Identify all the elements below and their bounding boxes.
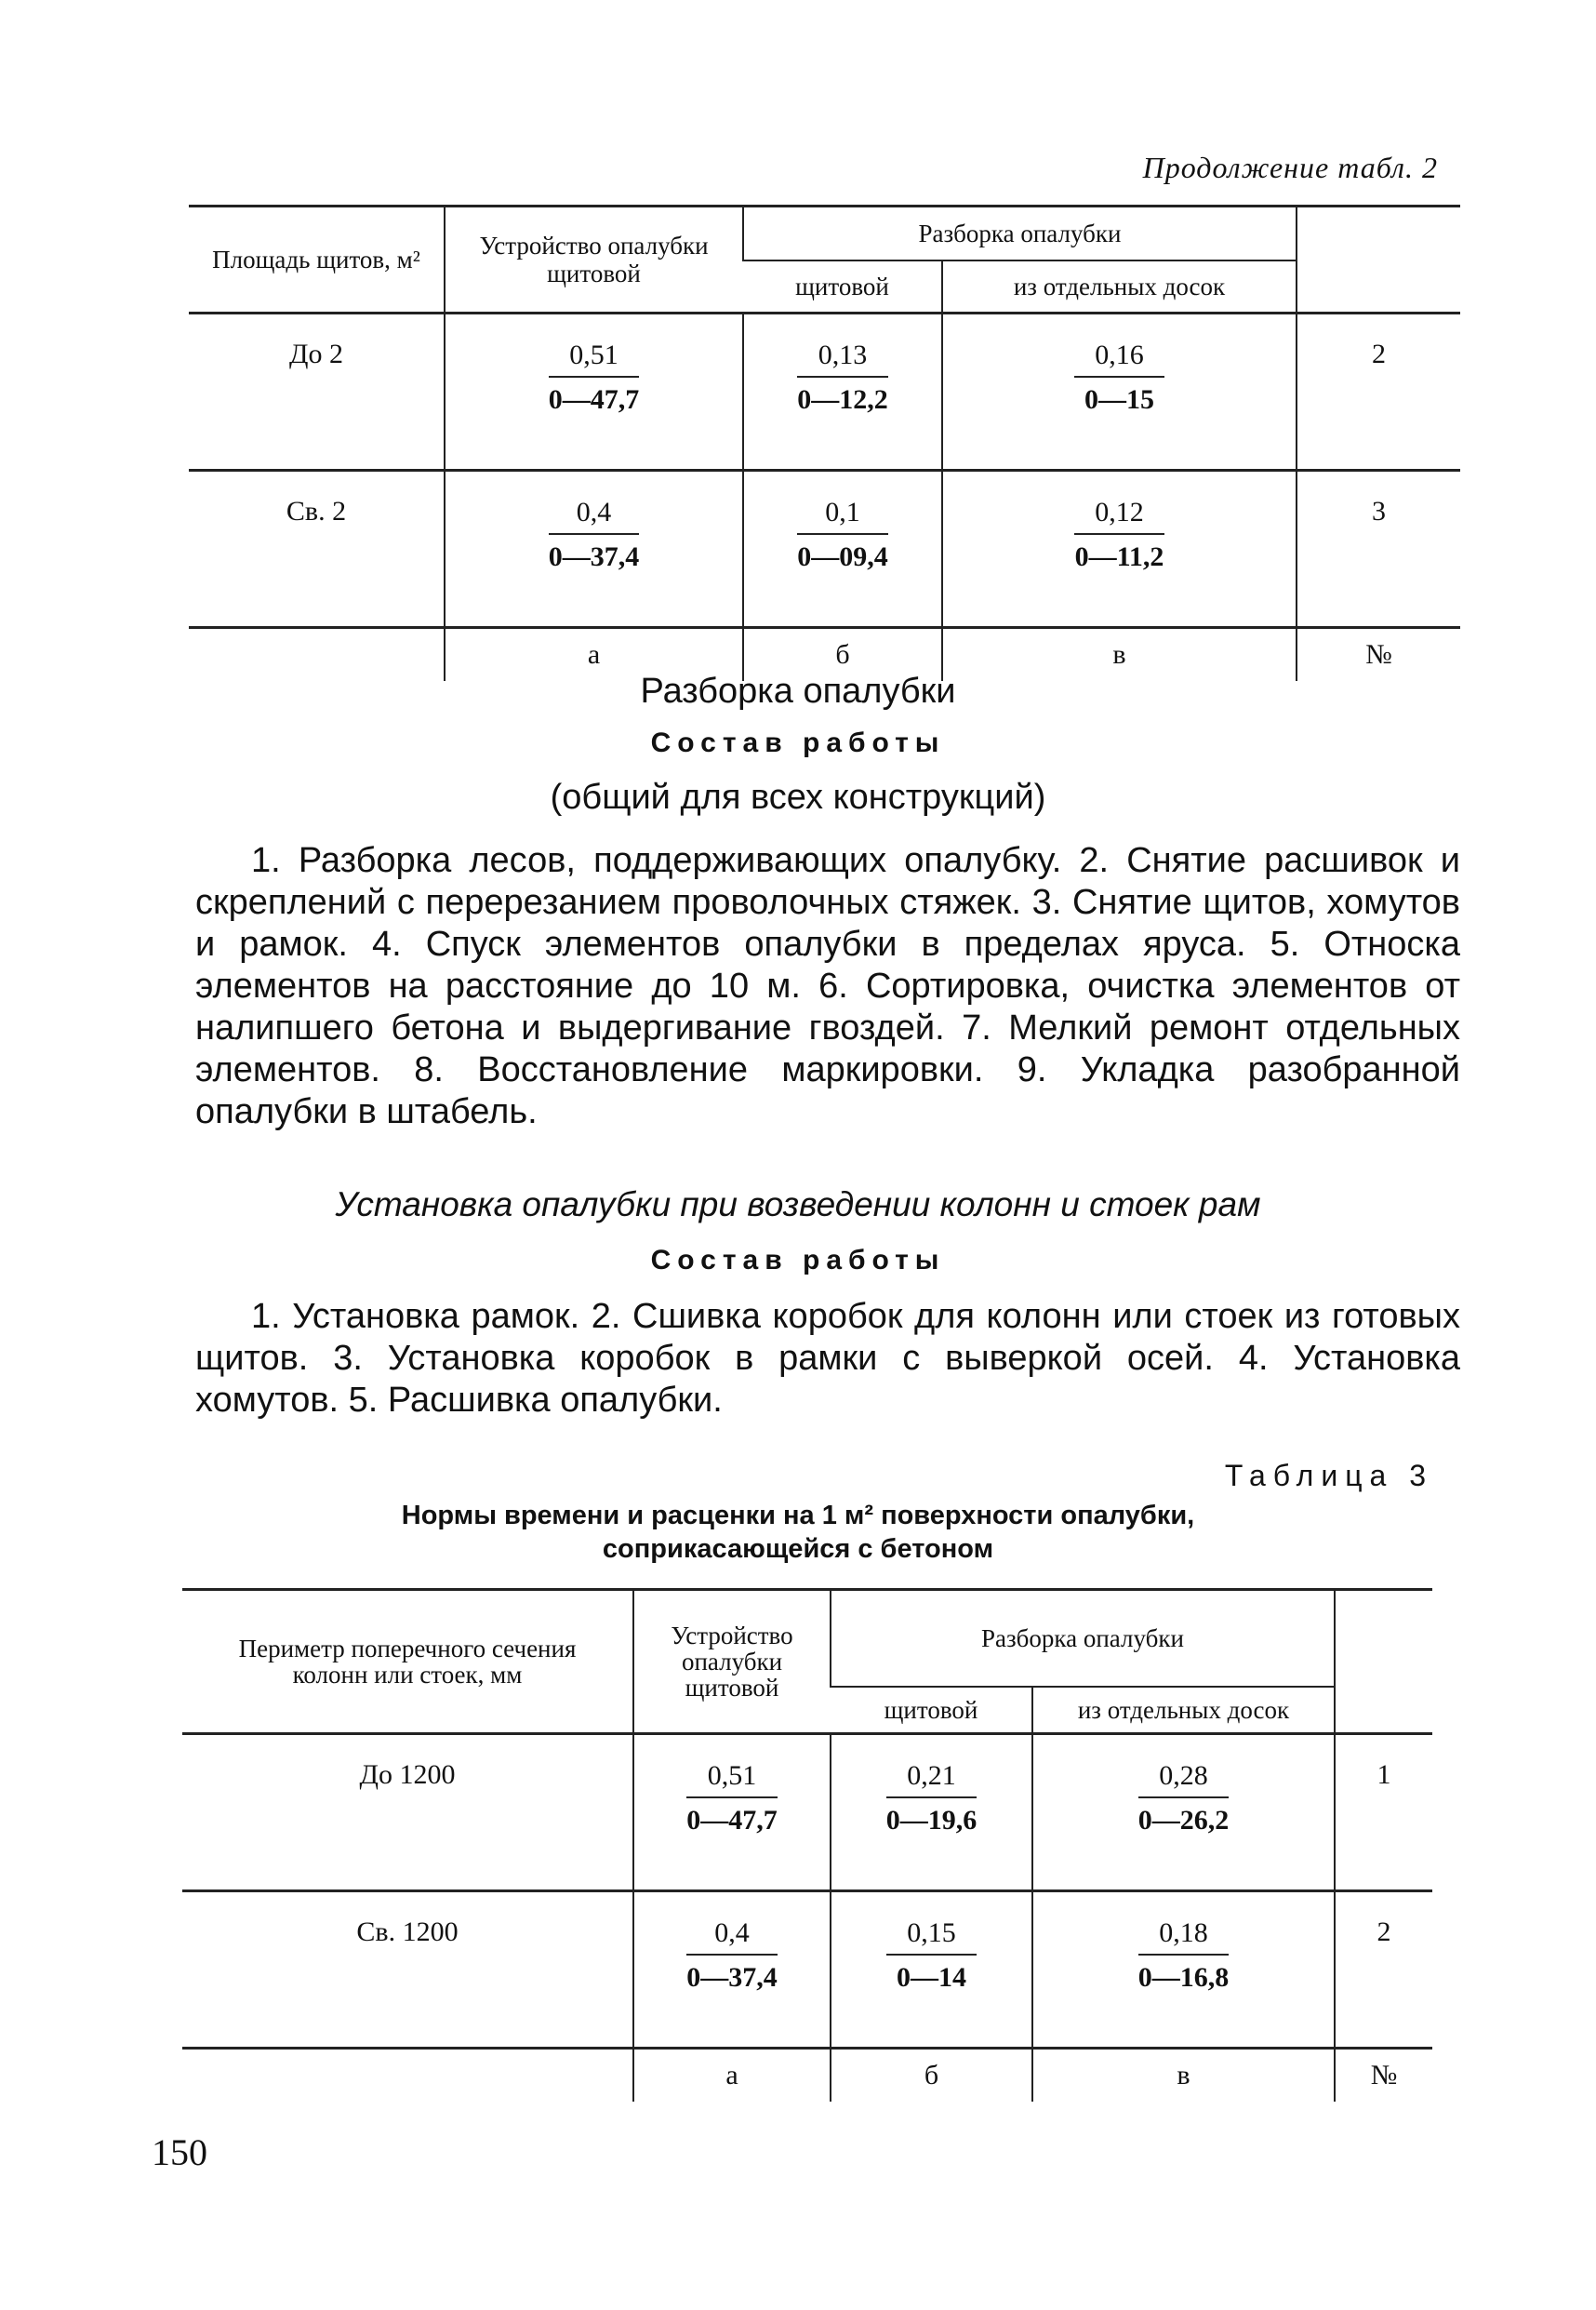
page-number: 150 [152, 2131, 207, 2173]
norm-fraction: $\frac{0,12}{0—11,2}$ [1074, 497, 1164, 572]
table3-caption-line2: соприкасающейся с бетоном [602, 1534, 994, 1564]
continuation-label: Продолжение табл. 2 [1142, 151, 1438, 184]
norm-fraction: $\frac{0,1}{0—09,4}$ [797, 497, 888, 572]
table-3 [182, 1588, 1432, 2102]
header-perimeter: Периметр поперечного сечения колонн или стоек, мм [182, 1590, 633, 1734]
header-install: Устройство опалубки щитовой [445, 207, 743, 314]
header-number [1335, 1590, 1432, 1734]
norm-fraction: $\frac{0,13}{0—12,2}$ [797, 340, 888, 415]
table-row [182, 1891, 1432, 2049]
row-number: 2 [1297, 314, 1460, 471]
header-disassembly: Разборка опалубки [743, 207, 1297, 261]
norm-fraction: $\frac{0,18}{0—16,8}$ [1137, 1917, 1230, 1993]
header-sub-boards: из отдельных досок [1032, 1687, 1335, 1734]
norm-fraction: $\frac{0,4}{0—37,4}$ [548, 497, 640, 572]
footer-b: б [743, 628, 942, 682]
table-2 [189, 205, 1460, 681]
row-label: Св. 2 [189, 471, 445, 628]
table-footer-row [182, 2049, 1432, 2103]
norm-fraction: $\frac{0,15}{0—14}$ [886, 1916, 977, 1995]
norm-fraction: $\frac{0,21}{0—19,6}$ [885, 1760, 978, 1836]
table-row [189, 471, 1460, 628]
section1-text: 1. Разборка лесов, поддерживающих опалубку. 2. Снятие расшивок и скреплений с перерезанием проволочных стяжек. 3. Снятие щитов, хомутов и рамок. 4. Спуск элементов опалубки в пределах яруса. 5. Относка элементов на расстояние до 10 м. 6. Сортировка, очистка элементов от налипшего бетона и выдергивание гвоздей. 7. Мелкий ремонт отдельных элементов. 8. Восстановление маркировки. 9. Укладка разобранной опалубки в штабель. [195, 841, 1460, 1131]
norm-fraction: $\frac{0,4}{0—37,4}$ [686, 1917, 778, 1993]
section2-subtitle: Состав работы [650, 1245, 946, 1275]
table-row [189, 314, 1460, 471]
footer-no: № [1335, 2049, 1432, 2103]
norm-fraction: $\frac{0,51}{0—47,7}$ [548, 340, 640, 415]
section2-title: Установка опалубки при возведении колонн и стоек рам [335, 1185, 1261, 1223]
footer-no: № [1297, 628, 1460, 682]
footer-a: а [445, 628, 743, 682]
header-number [1297, 207, 1460, 314]
row-label: Св. 1200 [182, 1891, 633, 2049]
row-label: До 1200 [182, 1734, 633, 1891]
table3-label: Таблица 3 [1224, 1459, 1433, 1492]
footer-a: а [633, 2049, 831, 2103]
footer-b: б [831, 2049, 1032, 2103]
header-sub-boards: из отдельных досок [942, 260, 1297, 314]
section2-text: 1. Установка рамок. 2. Сшивка коробок для колонн или стоек из готовых щитов. 3. Установка коробок в рамки с выверкой осей. 4. Установка хомутов. 5. Расшивка опалубки. [195, 1297, 1460, 1420]
row-label: До 2 [189, 314, 445, 471]
header-sub-panel: щитовой [743, 260, 942, 314]
row-number: 2 [1335, 1891, 1432, 2049]
header-sub-panel: щитовой [831, 1687, 1032, 1734]
footer-empty [182, 2049, 633, 2103]
norm-fraction: $\frac{0,28}{0—26,2}$ [1137, 1760, 1230, 1836]
table-row [182, 1734, 1432, 1891]
footer-c: в [1032, 2049, 1335, 2103]
norm-fraction: $\frac{0,16}{0—15}$ [1074, 339, 1164, 417]
table3-caption-line1: Нормы времени и расценки на 1 м² поверхности опалубки, [401, 1501, 1195, 1530]
section1-subtitle: Состав работы [650, 728, 946, 758]
row-number: 3 [1297, 471, 1460, 628]
section1-title: Разборка опалубки [640, 672, 956, 711]
norm-fraction: $\frac{0,51}{0—47,7}$ [686, 1760, 778, 1836]
header-area: Площадь щитов, м² [189, 207, 445, 314]
header-disassembly: Разборка опалубки [831, 1590, 1335, 1688]
row-number: 1 [1335, 1734, 1432, 1891]
section1-note: (общий для всех конструкций) [550, 778, 1046, 817]
header-install: Устройство опалубки щитовой [633, 1590, 831, 1734]
footer-c: в [942, 628, 1297, 682]
